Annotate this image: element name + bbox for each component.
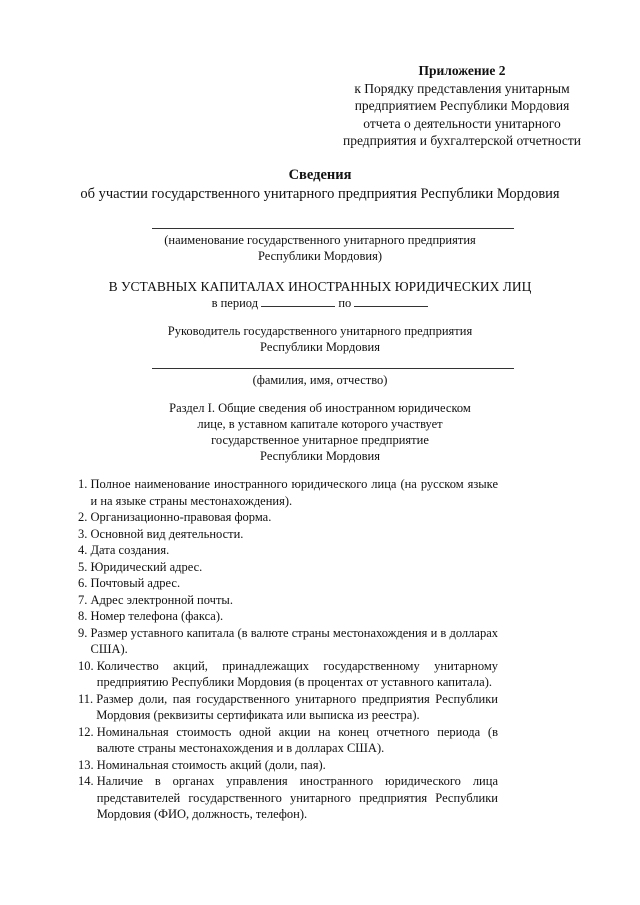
item-text: Почтовый адрес. xyxy=(90,576,181,590)
head-line: Республики Мордовия xyxy=(260,340,380,354)
list-item xyxy=(78,476,498,509)
list-item xyxy=(78,773,498,823)
name-fill-line xyxy=(152,228,514,229)
item-number: 5. xyxy=(78,559,91,574)
list-item xyxy=(78,575,498,592)
period-start-field xyxy=(261,295,335,307)
item-number: 6. xyxy=(78,576,91,590)
fio-caption: (фамилия, имя, отчество) xyxy=(252,373,388,387)
name-caption xyxy=(0,232,640,264)
item-number: 9. xyxy=(78,625,91,640)
head-line: Руководитель государственного унитарного предприятия xyxy=(167,324,473,338)
items-list xyxy=(78,476,498,823)
list-item xyxy=(78,658,498,691)
list-item xyxy=(78,526,498,543)
name-caption-line: (наименование государственного унитарного предприятия xyxy=(164,233,476,247)
item-text: Полное наименование иностранного юридического лица (на русском языке и на языке страны местонахождения). xyxy=(90,477,498,508)
item-number: 11. xyxy=(78,691,97,706)
item-text: Номер телефона (факса). xyxy=(90,609,224,623)
head-block xyxy=(0,323,640,355)
period-prefix: в период xyxy=(211,296,259,310)
item-text: Количество акций, принадлежащих государственному унитарному предприятию Республики Мордовия (в процентах от уставного капитала). xyxy=(96,658,498,689)
document-subtitle: об участии государственного унитарного предприятия Республики Мордовия xyxy=(80,186,560,202)
item-text: Юридический адрес. xyxy=(90,559,203,574)
list-item xyxy=(78,559,498,576)
document-heading xyxy=(0,166,640,204)
appendix-line: к Порядку представления унитарным xyxy=(354,80,570,96)
item-number: 12. xyxy=(78,724,97,739)
item-number: 3. xyxy=(78,526,91,541)
section-line: государственное унитарное предприятие xyxy=(211,433,429,447)
item-text: Наличие в органах управления иностранного юридического лица представителей государственного унитарного предприятия Республики Мордовия (ФИО, должность, телефон). xyxy=(96,774,498,821)
list-item xyxy=(78,509,498,526)
item-number: 4. xyxy=(78,543,91,557)
capitals-title: В УСТАВНЫХ КАПИТАЛАХ ИНОСТРАННЫХ ЮРИДИЧЕСКИХ ЛИЦ xyxy=(108,279,532,294)
list-item xyxy=(78,691,498,724)
item-number: 8. xyxy=(78,609,91,623)
item-text: Адрес электронной почты. xyxy=(90,592,233,607)
list-item xyxy=(78,757,498,774)
item-text: Размер уставного капитала (в валюте страны местонахождения и в долларах США). xyxy=(90,625,498,656)
item-text: Номинальная стоимость одной акции на конец отчетного периода (в валюте страны местонахождения и в долларах США). xyxy=(96,724,498,755)
list-item xyxy=(78,608,498,625)
item-number: 7. xyxy=(78,592,91,607)
period-end-field xyxy=(354,295,428,307)
item-number: 13. xyxy=(78,757,97,772)
appendix-line: предприятия и бухгалтерской отчетности xyxy=(342,133,582,148)
section-line: Раздел I. Общие сведения об иностранном юридическом xyxy=(169,401,471,415)
item-text: Номинальная стоимость акций (доли, пая). xyxy=(96,757,326,772)
section-line: лице, в уставном капитале которого участвует xyxy=(197,417,443,431)
appendix-line: предприятием Республики Мордовия xyxy=(354,98,570,113)
item-text: Дата создания. xyxy=(90,543,170,557)
section-heading xyxy=(0,400,640,464)
item-number: 14. xyxy=(78,774,97,788)
item-text: Основной вид деятельности. xyxy=(90,526,244,541)
appendix-title: Приложение 2 xyxy=(418,63,506,78)
section-line: Республики Мордовия xyxy=(260,449,380,463)
list-item xyxy=(78,625,498,658)
item-text: Размер доли, пая государственного унитарного предприятия Республики Мордовия (реквизиты сертификата или выписка из реестра). xyxy=(96,691,498,722)
fio-fill-line xyxy=(152,368,514,369)
item-number: 2. xyxy=(78,510,91,524)
list-item xyxy=(78,724,498,757)
appendix-block xyxy=(312,62,612,150)
period-line-row xyxy=(0,295,640,311)
item-text: Организационно-правовая форма. xyxy=(90,510,272,524)
document-title: Сведения xyxy=(288,167,352,183)
appendix-line: отчета о деятельности унитарного xyxy=(363,115,561,131)
item-number: 10. xyxy=(78,658,97,673)
item-number: 1. xyxy=(78,477,91,491)
list-item xyxy=(78,542,498,559)
period-middle: по xyxy=(338,296,352,310)
list-item xyxy=(78,592,498,609)
name-caption-line: Республики Мордовия) xyxy=(257,249,383,263)
